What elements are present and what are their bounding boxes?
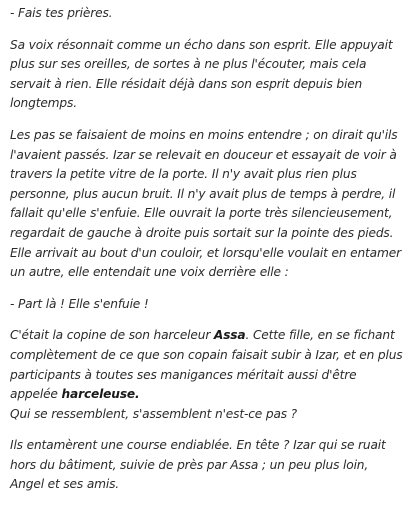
paragraph-shout bbox=[10, 295, 404, 315]
story-text bbox=[10, 4, 404, 507]
narration-text: Sa voix résonnait comme un écho dans son esprit. Elle appuyait plus sur ses oreilles, de sortes à ne plus l'écouter, mais cela servait à rien. Elle résidait déjà dans son esprit depuis bien longtemps. bbox=[10, 37, 393, 111]
paragraph-voice bbox=[10, 36, 404, 114]
narration-text: . Cette fille, en se fichant complètement de ce que son copain faisait subir à Izar, et en plus participants à toutes ses manigances méritait aussi d'être appelée bbox=[10, 328, 403, 402]
paragraph-race bbox=[10, 436, 404, 495]
narration-text: Les pas se faisaient de moins en moins entendre ; on dirait qu'ils l'avaient passés. Izar se relevait en douceur et essayait de voir à travers la petite vitre de la porte. Il n'y avait plus rien plus personne, plus aucun bruit. Il n'y avait plus de temps à perdre, il fallait qu'elle s'enfuie. Elle ouvrait la porte très silencieusement, regardait de gauche à droite puis sortait sur la pointe des pieds. Elle arrivait au bout d'un couloir, et lorsqu'elle voulait en entamer un autre, elle entendait une voix derrière elle : bbox=[10, 127, 401, 280]
paragraph-escape bbox=[10, 126, 404, 283]
narration-text: C'était la copine de son harceleur bbox=[10, 328, 214, 343]
paragraph-prayer bbox=[10, 4, 404, 24]
narration-text: Ils entamèrent une course endiablée. En tête ? Izar qui se ruait hors du bâtiment, suivie de près par Assa ; un peu plus loin, Angel et ses amis. bbox=[10, 438, 386, 492]
paragraph-assa bbox=[10, 326, 404, 424]
narration-text: Qui se ressemblent, s'assemblent n'est-ce pas ? bbox=[10, 406, 298, 421]
emphasized-word: harceleuse. bbox=[61, 387, 140, 402]
dialogue-line: - Part là ! Elle s'enfuie ! bbox=[10, 296, 149, 311]
dialogue-line: - Fais tes prières. bbox=[10, 6, 113, 20]
character-name-assa: Assa bbox=[213, 328, 246, 343]
